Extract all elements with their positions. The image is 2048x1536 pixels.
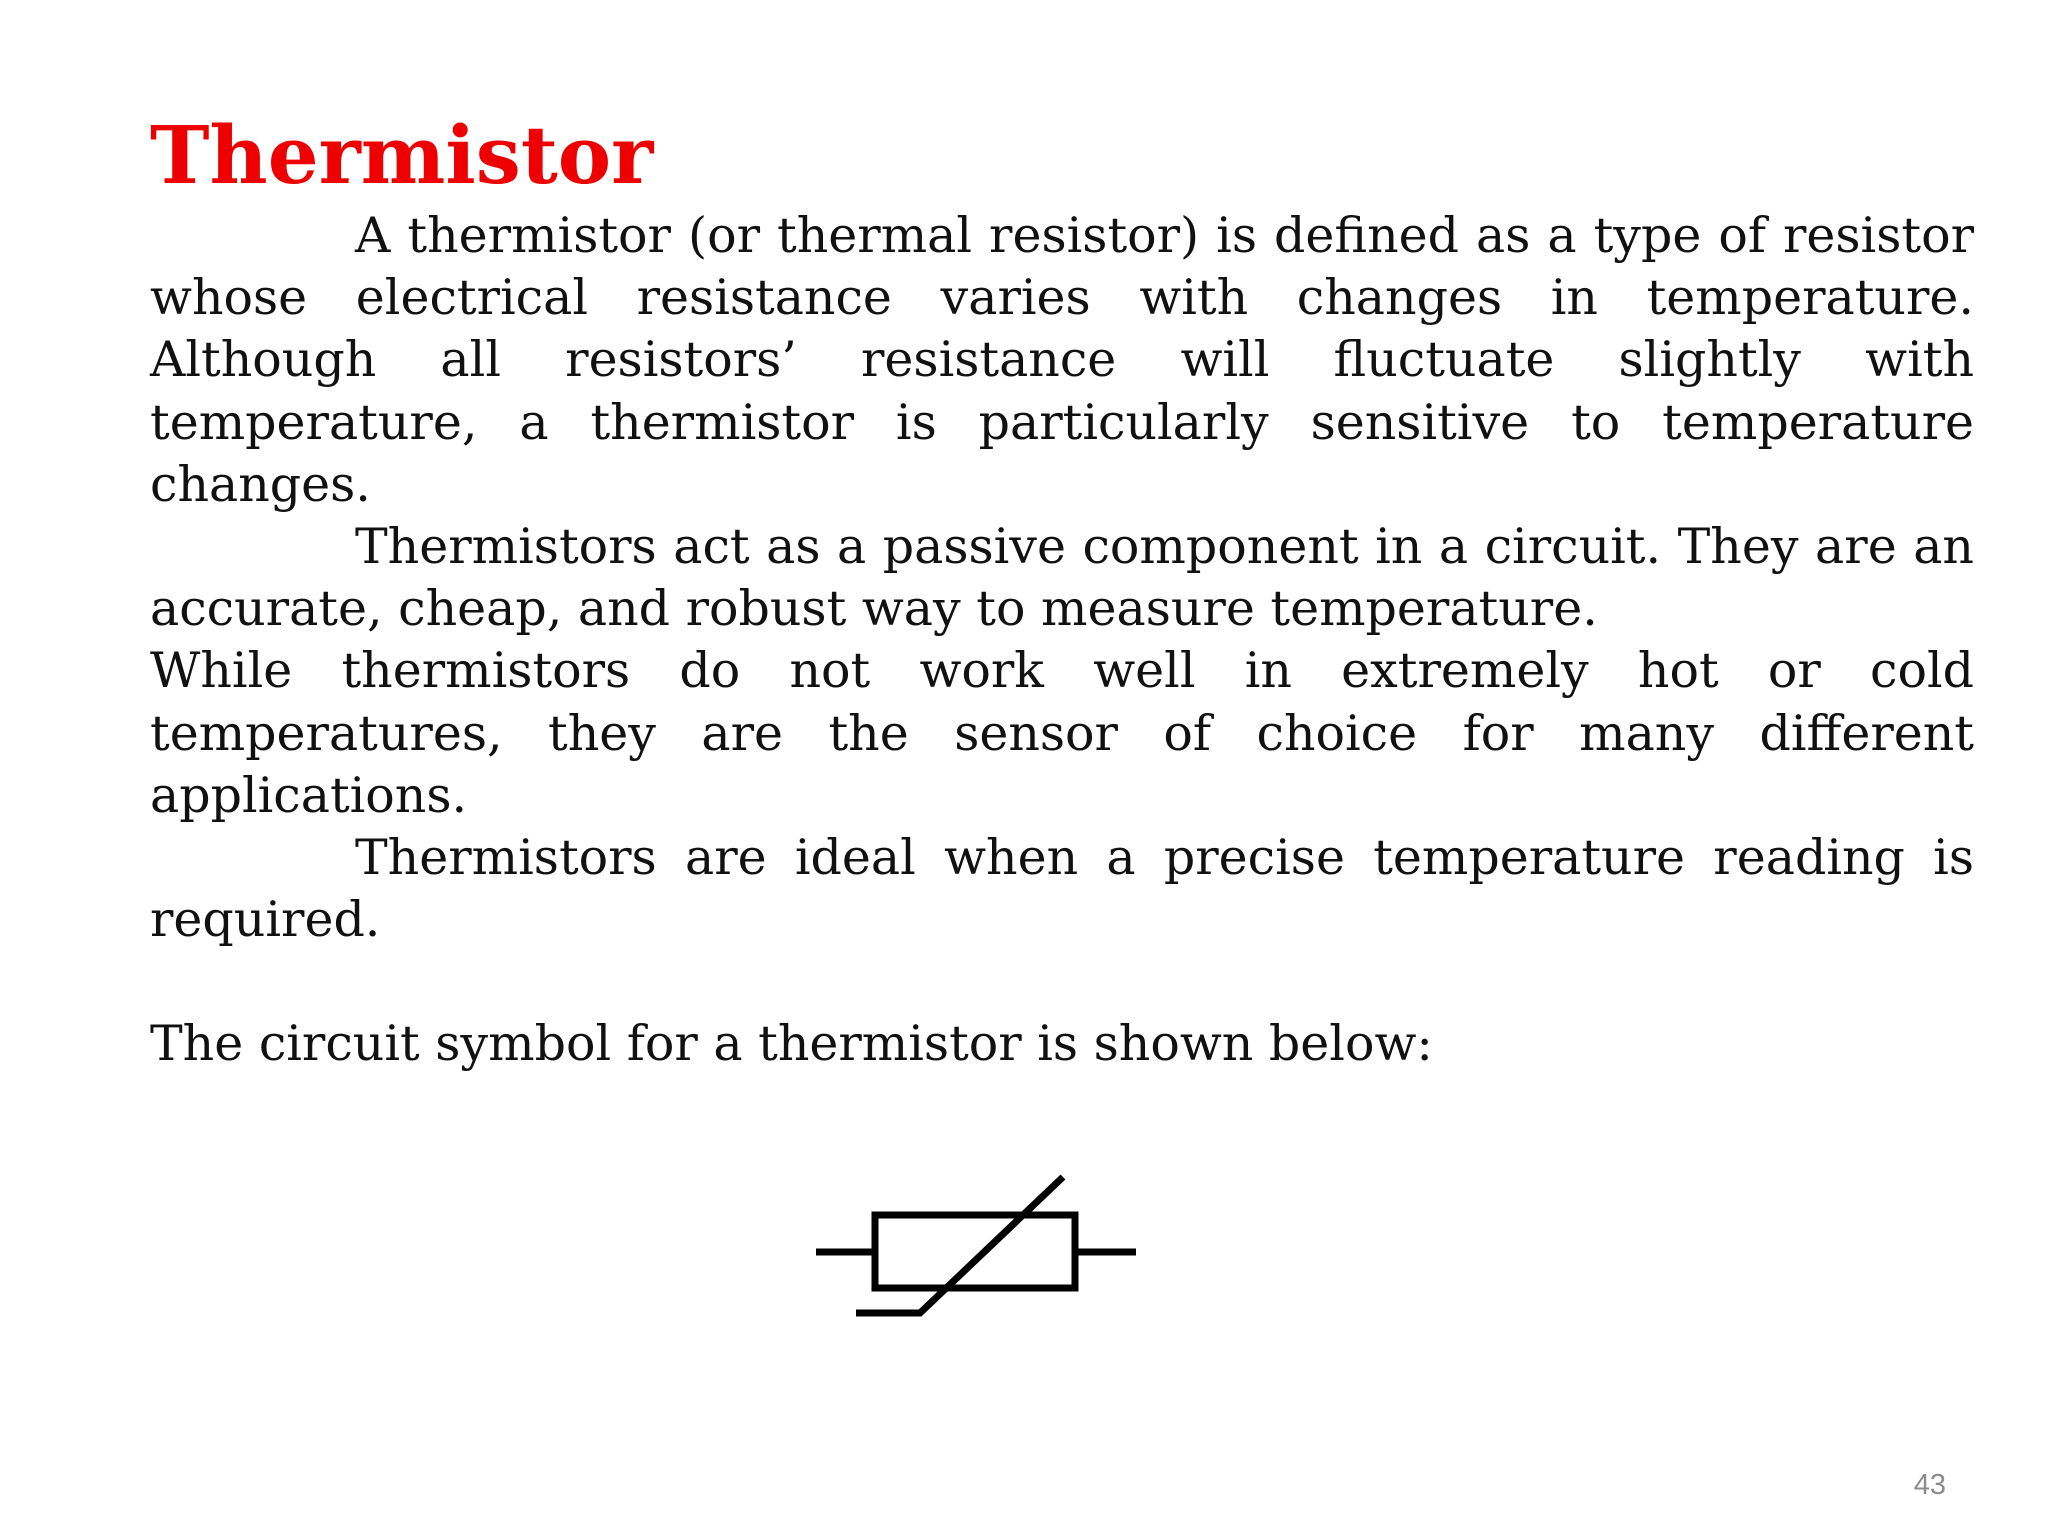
- paragraph-symbol-intro: The circuit symbol for a thermistor is shown below:: [150, 1015, 1433, 1073]
- paragraph-limitations: While thermistors do not work well in extremely hot or cold temperatures, they are the sensor of choice for many different applications.: [150, 642, 1974, 824]
- slide-body: [150, 205, 1974, 1076]
- thermistor-circuit-symbol-icon: [808, 1170, 1138, 1340]
- slide-title: Thermistor: [150, 108, 654, 202]
- paragraph-ideal-use: Thermistors are ideal when a precise temperature reading is required.: [150, 829, 1974, 949]
- paragraph-definition: A thermistor (or thermal resistor) is defined as a type of resistor whose electrical resistance varies with changes in temperature. Although all resistors’ resistance will fluctuate slightly with temperature, a thermistor is particularly sensitive to temperature changes.: [150, 207, 1974, 513]
- paragraph-passive-component: Thermistors act as a passive component in a circuit. They are an accurate, cheap, and robust way to measure temperature.: [150, 518, 1974, 638]
- symbol-temperature-slash: [856, 1177, 1063, 1313]
- paragraph-spacer: [150, 951, 1974, 1013]
- symbol-resistor-body: [875, 1215, 1075, 1288]
- page-number: 43: [1913, 1469, 1946, 1501]
